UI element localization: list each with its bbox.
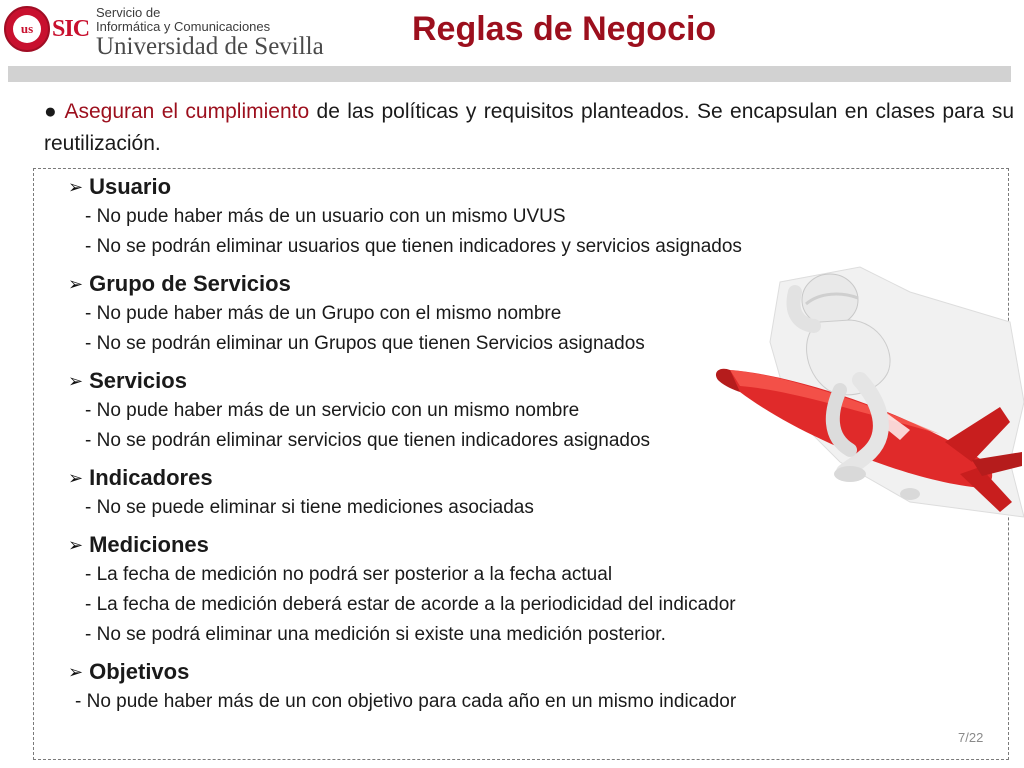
seal-mark: us xyxy=(13,15,41,43)
rule-heading: Grupo de Servicios xyxy=(89,271,291,296)
intro-text: de las políticas y requisitos planteados. Se encapsulan en clases para su reutilización. xyxy=(44,100,1015,155)
arrow-bullet-icon: ➢ xyxy=(68,177,84,197)
rule-objetivos xyxy=(68,657,928,717)
arrow-bullet-icon: ➢ xyxy=(68,468,84,488)
rule-mediciones xyxy=(68,530,928,650)
rule-heading: Servicios xyxy=(89,368,187,393)
rule-line: - La fecha de medición no podrá ser posterior a la fecha actual xyxy=(85,564,613,585)
rule-indicadores xyxy=(68,463,928,523)
rule-line: - La fecha de medición deberá estar de acorde a la periodicidad del indicador xyxy=(85,594,736,615)
header-divider xyxy=(8,66,1011,82)
arrow-bullet-icon: ➢ xyxy=(68,274,84,294)
rule-heading: Indicadores xyxy=(89,465,213,490)
org-line-3: Universidad de Sevilla xyxy=(96,33,324,60)
rule-line: - No pude haber más de un con objetivo para cada año en un mismo indicador xyxy=(75,691,737,712)
rule-grupo-de-servicios xyxy=(68,269,928,359)
rules-list xyxy=(68,172,928,724)
rule-line: - No se podrán eliminar servicios que tienen indicadores asignados xyxy=(85,430,651,451)
rule-usuario xyxy=(68,172,928,262)
rule-servicios xyxy=(68,366,928,456)
intro-paragraph xyxy=(44,96,1014,160)
logo-sic-text: SIC xyxy=(52,16,90,42)
university-seal-icon xyxy=(4,6,50,52)
rule-line: - No se puede eliminar si tiene mediciones asociadas xyxy=(85,497,534,518)
page-number: 7/22 xyxy=(958,730,984,745)
rule-line: - No pude haber más de un usuario con un mismo UVUS xyxy=(85,206,566,227)
rule-heading: Mediciones xyxy=(89,532,209,557)
rule-heading: Objetivos xyxy=(89,659,190,684)
rule-line: - No pude haber más de un Grupo con el mismo nombre xyxy=(85,303,562,324)
rule-line: - No se podrán eliminar usuarios que tienen indicadores y servicios asignados xyxy=(85,236,742,257)
intro-bullet: ● xyxy=(44,100,59,123)
rule-line: - No se podrán eliminar un Grupos que tienen Servicios asignados xyxy=(85,333,645,354)
sic-logo xyxy=(4,4,96,56)
intro-highlight: Aseguran el cumplimiento xyxy=(64,100,310,123)
org-line-1: Servicio de xyxy=(96,5,161,20)
org-line-2: Informática y Comunicaciones xyxy=(96,19,271,34)
organization-name xyxy=(96,6,324,60)
rule-heading: Usuario xyxy=(89,174,172,199)
arrow-bullet-icon: ➢ xyxy=(68,371,84,391)
arrow-bullet-icon: ➢ xyxy=(68,662,84,682)
slide-title: Reglas de Negocio xyxy=(412,10,717,48)
rule-line: - No se podrá eliminar una medición si existe una medición posterior. xyxy=(85,624,666,645)
arrow-bullet-icon: ➢ xyxy=(68,535,84,555)
rule-line: - No pude haber más de un servicio con un mismo nombre xyxy=(85,400,580,421)
